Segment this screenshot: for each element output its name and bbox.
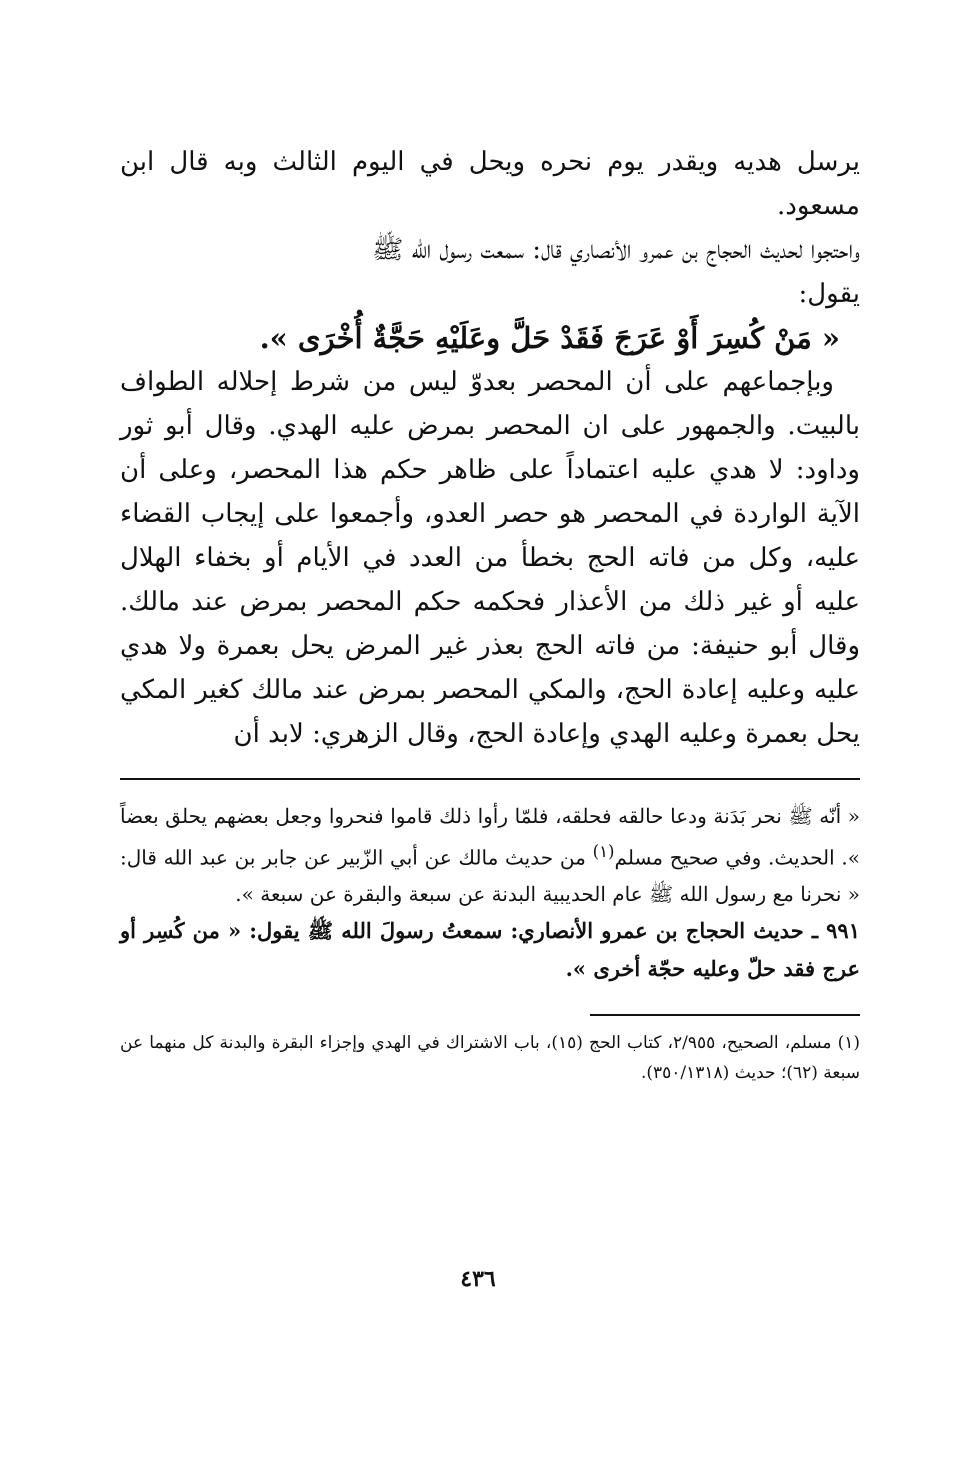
commentary-section [120,798,860,988]
hadith-991: ٩٩١ ـ حديث الحجاج بن عمرو الأنصاري: سمعتُ رسولَ الله ﷺ يقول: « من كُسِر أو عرج فقد حلّ وعليه حجّة أخرى ». [120,917,860,981]
main-line-1: يرسل هديه ويقدر يوم نحره ويحل في اليوم الثالث وبه قال ابن مسعود. [120,147,860,221]
page-body [120,140,860,1088]
commentary-paragraph [120,798,860,912]
main-paragraph: وبإجماعهم على أن المحصر بعدوّ ليس من شرط إحلاله الطواف بالبيت. والجمهور على ان المحصر بمرض عليه الهدي. وقال أبو ثور وداود: لا هدي عليه اعتماداً على ظاهر حكم هذا المحصر، وعلى أن الآية الواردة في المحصر هو حصر العدو، وأجمعوا على إيجاب القضاء عليه، وكل من فاته الحج بخطأ من العدد في الأيام أو بخفاء الهلال عليه أو غير ذلك من الأعذار فحكمه حكم المحصر بمرض عند مالك. وقال أبو حنيفة: من فاته الحج بعذر غير المرض يحل بعمرة ولا هدي عليه وعليه إعادة الحج، والمكي المحصر بمرض عند مالك كغير المكي يحل بعمرة وعليه الهدي وإعادة الحج، وقال الزهري: لابد أن [120,367,860,749]
main-text [120,140,860,756]
footnote-text: (١) مسلم، الصحيح، ٢/٩٥٥، كتاب الحج (١٥)، باب الاشتراك في الهدي وإجزاء البقرة والبدنة كل منهما عن سبعة (٦٢)؛ حديث (٣٥٠/١٣١٨). [120,1032,860,1083]
footnote [120,1028,860,1088]
main-line-3: يقول: [798,279,860,309]
main-line-2: واحتجوا لحديث الحجاج بن عمرو الأنصاري قال: سمعت رسول الله ﷺ [371,235,860,265]
footnote-reference: (١) [592,842,615,861]
footnote-separator [590,1014,860,1016]
hadith-quote: « مَنْ كُسِرَ أَوْ عَرَجَ فَقَدْ حَلَّ وعَلَيْهِ حَجَّةٌ أُخْرَى ». [259,321,840,355]
page-number: ٤٣٦ [460,1266,496,1292]
commentary-text-1: « أنّه ﷺ نحر بَدَنة ودعا حالقه فحلقه، فلمّا رأوا ذلك قاموا فنحروا وجعل بعضهم يحلق بعضاً ». الحديث. وفي صحيح مسلم [120,804,861,870]
commentary-separator [120,778,860,780]
commentary-text-2: من حديث مالك عن أبي الزّبير عن جابر بن عبد الله قال: « نحرنا مع رسول الله ﷺ عام الحديبية البدنة عن سبعة والبقرة عن سبعة ». [120,845,860,906]
